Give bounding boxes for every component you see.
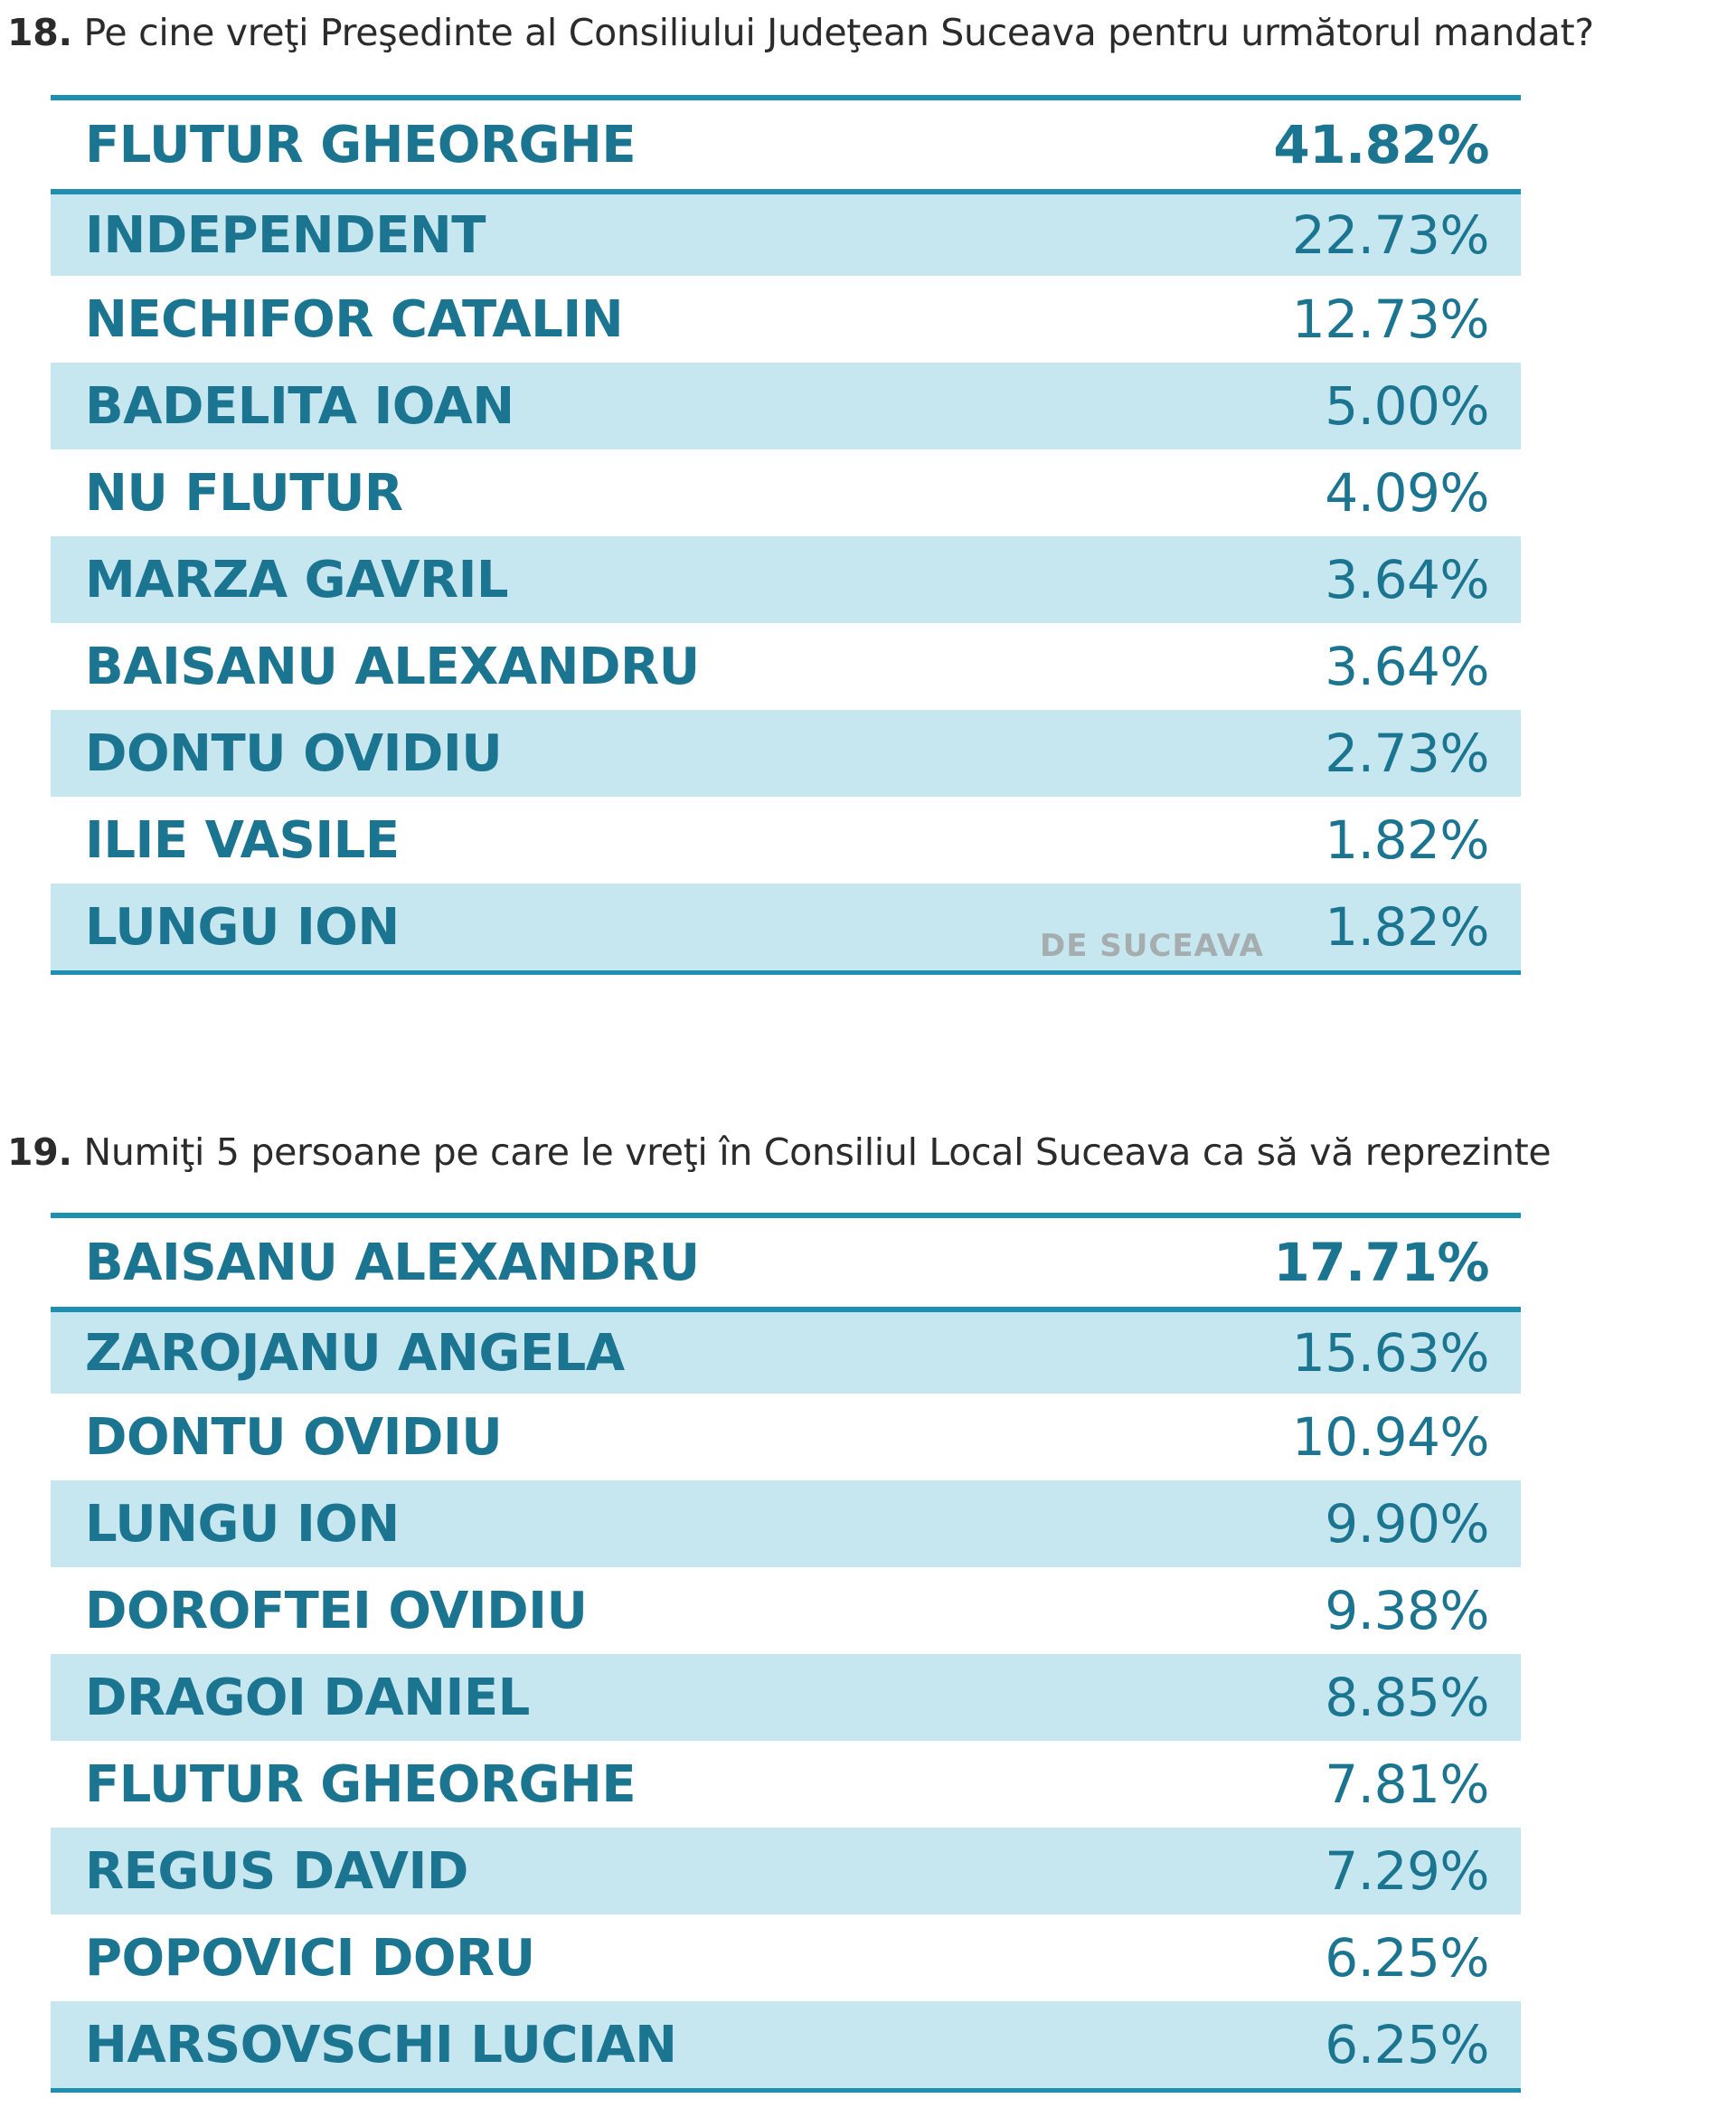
table-row — [51, 797, 1521, 884]
table-row — [51, 449, 1521, 536]
row-value: 41.82% — [1273, 114, 1489, 175]
row-name: NECHIFOR CATALIN — [85, 289, 624, 349]
row-name: DOROFTEI OVIDIU — [85, 1581, 588, 1640]
row-value: 3.64% — [1325, 549, 1489, 610]
table-row — [51, 1394, 1521, 1480]
table-row — [51, 1480, 1521, 1567]
row-name: DRAGOI DANIEL — [85, 1668, 530, 1727]
table-bottom-rule — [51, 970, 1521, 975]
table-row — [51, 363, 1521, 449]
table-row — [51, 100, 1521, 189]
row-value: 9.90% — [1325, 1493, 1489, 1555]
row-name: DONTU OVIDIU — [85, 1407, 503, 1467]
row-name: FLUTUR GHEORGHE — [85, 1754, 637, 1814]
table-row — [51, 2001, 1521, 2088]
row-name: BADELITA IOAN — [85, 376, 514, 436]
table-row — [51, 1567, 1521, 1654]
row-value: 4.09% — [1325, 462, 1489, 524]
row-name: ZAROJANU ANGELA — [85, 1323, 625, 1383]
question-18-text: Pe cine vreţi Preşedinte al Consiliului Judeţean Suceava pentru următorul mandat? — [83, 11, 1594, 54]
row-name: INDEPENDENT — [85, 205, 486, 265]
table-rows — [51, 1218, 1521, 2088]
table-row — [51, 710, 1521, 797]
question-18 — [7, 9, 1594, 56]
question-19-text: Numiţi 5 persoane pe care le vreţi în Consiliul Local Suceava ca să vă reprezinte — [83, 1130, 1552, 1174]
table-row — [51, 1741, 1521, 1828]
row-name: ILIE VASILE — [85, 810, 400, 870]
row-value: 2.73% — [1325, 723, 1489, 784]
row-name: LUNGU ION — [85, 897, 400, 957]
row-value: 3.64% — [1325, 636, 1489, 697]
watermark: DE SUCEAVA — [1040, 928, 1264, 964]
table-row — [51, 1828, 1521, 1914]
row-value: 10.94% — [1291, 1406, 1489, 1468]
row-value: 15.63% — [1291, 1322, 1489, 1384]
row-value: 22.73% — [1291, 204, 1489, 266]
row-value: 1.82% — [1325, 896, 1489, 958]
row-name: BAISANU ALEXANDRU — [85, 637, 700, 696]
row-name: POPOVICI DORU — [85, 1928, 535, 1988]
row-value: 1.82% — [1325, 809, 1489, 871]
row-name: FLUTUR GHEORGHE — [85, 115, 637, 175]
row-name: NU FLUTUR — [85, 463, 403, 523]
row-name: LUNGU ION — [85, 1494, 400, 1554]
question-18-number: 18. — [7, 11, 72, 54]
table-row — [51, 1218, 1521, 1307]
row-value: 7.29% — [1325, 1840, 1489, 1902]
row-name: BAISANU ALEXANDRU — [85, 1233, 700, 1292]
row-name: DONTU OVIDIU — [85, 723, 503, 783]
row-value: 9.38% — [1325, 1580, 1489, 1641]
row-value: 5.00% — [1325, 375, 1489, 437]
table-row — [51, 884, 1521, 970]
table-row — [51, 1654, 1521, 1741]
table-bottom-rule — [51, 2088, 1521, 2093]
table-row — [51, 1914, 1521, 2001]
table-row — [51, 623, 1521, 710]
row-name: MARZA GAVRIL — [85, 550, 509, 610]
table-row — [51, 1307, 1521, 1394]
row-name: REGUS DAVID — [85, 1841, 468, 1901]
row-value: 7.81% — [1325, 1754, 1489, 1815]
table-rows — [51, 100, 1521, 970]
results-table-19 — [51, 1213, 1521, 2093]
row-name: HARSOVSCHI LUCIAN — [85, 2015, 677, 2075]
table-row — [51, 536, 1521, 623]
row-value: 17.71% — [1273, 1232, 1489, 1293]
question-19-number: 19. — [7, 1130, 72, 1174]
results-table-18 — [51, 95, 1521, 975]
row-value: 6.25% — [1325, 2014, 1489, 2075]
row-value: 8.85% — [1325, 1667, 1489, 1728]
row-value: 6.25% — [1325, 1927, 1489, 1989]
row-value: 12.73% — [1291, 288, 1489, 350]
table-row — [51, 276, 1521, 363]
table-row — [51, 189, 1521, 276]
question-19 — [7, 1129, 1551, 1176]
